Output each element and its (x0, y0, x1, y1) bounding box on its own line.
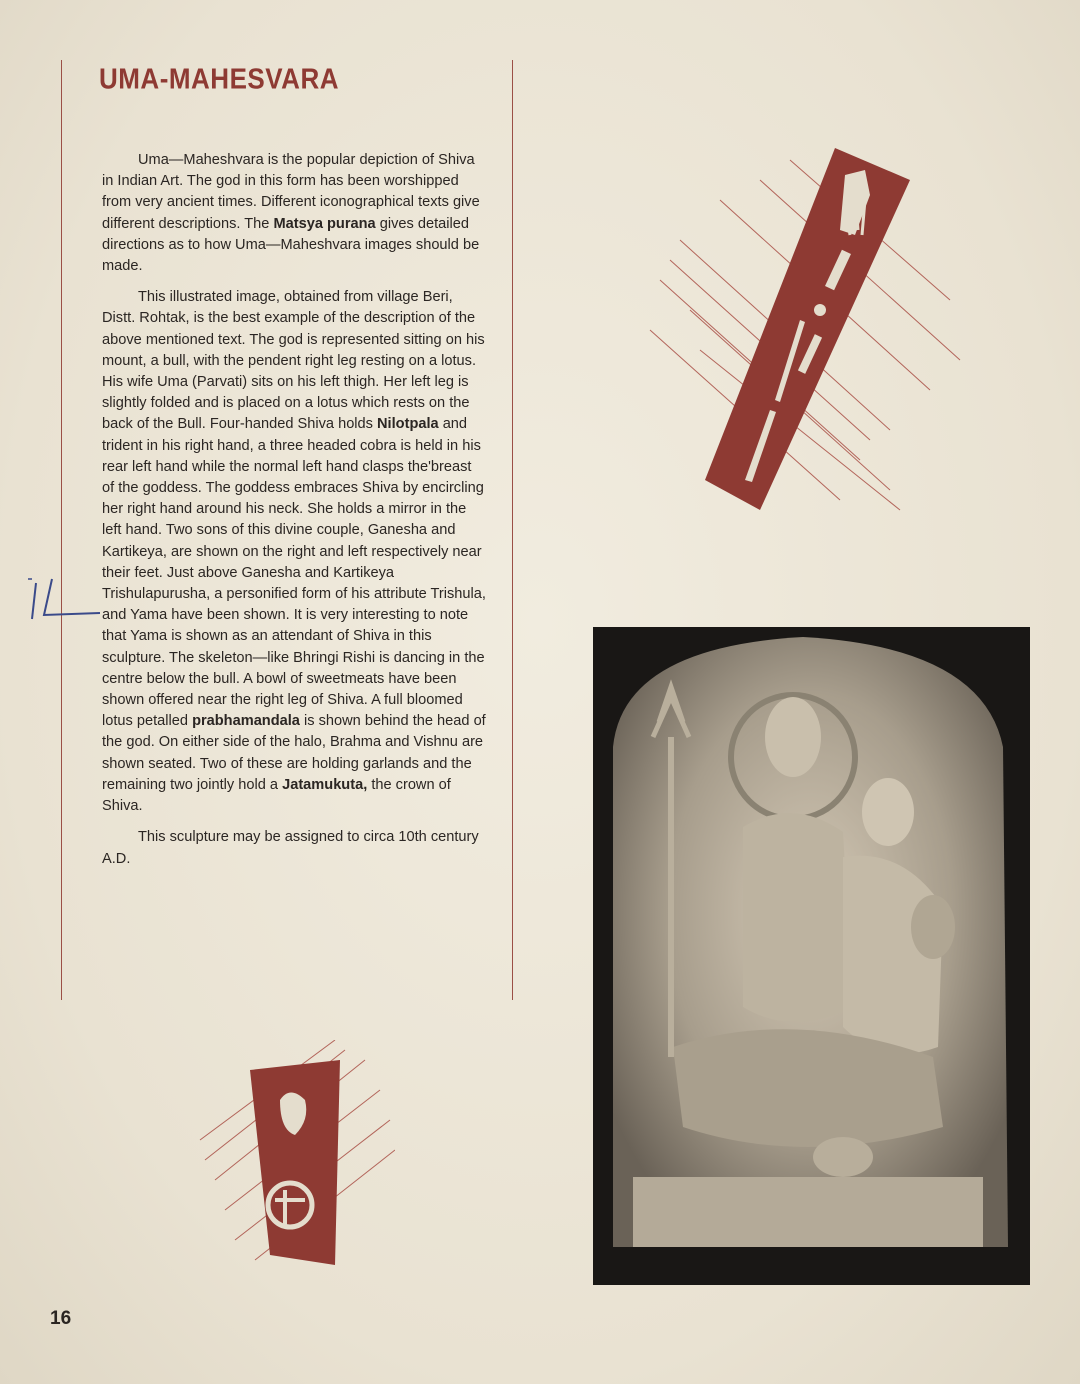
pen-annotation-mark (22, 575, 102, 625)
trident-illustration (640, 140, 970, 520)
ganesha-illustration (195, 1040, 395, 1270)
page-title: UMA-MAHESVARA (99, 62, 340, 95)
term-jatamukuta: Jatamukuta, (282, 776, 368, 793)
paragraph-3: This sculpture may be assigned to circa 10th century A.D. (102, 829, 479, 867)
right-column-rule (512, 60, 513, 1000)
paragraph-1: Uma—Maheshvara is the popular depiction of Shiva in Indian Art. The god in this form has been worshipped from very ancient times. Different iconographical texts give different descriptions. The Matsya purana gives detailed directions as to how Uma—Maheshvara images should be made. (102, 152, 480, 275)
article-body (102, 150, 486, 880)
term-matsya-purana: Matsya purana (273, 215, 376, 232)
sculpture-photograph (593, 627, 1030, 1285)
paragraph-2: This illustrated image, obtained from village Beri, Distt. Rohtak, is the best example of the description of the above mentioned text. The god is represented sitting on his mount, a bull, with the pendent right leg resting on a lotus. His wife Uma (Parvati) sits on his left thigh. Her left leg is slightly folded and is placed on a lotus which rests on the back of the Bull. Four-handed Shiva holds Nilotpala and trident in his right hand, a three headed cobra is held in his rear left hand while the normal left hand clasps the'breast of the goddess. The goddess embraces Shiva by encircling her right hand around his neck. She holds a mirror in the left hand. Two sons of this divine couple, Ganesha and Kartikeya, are shown on the right and left respectively near their feet. Just above Ganesha and Kartikeya Trishulapurusha, a personified form of his attribute Trishula, and Yama have been shown. It is very interesting to note that Yama is shown as an attendant of Shiva in this sculpture. The skeleton—like Bhringi Rishi is dancing in the centre below the bull. A bowl of sweetmeats have been shown offered near the right leg of Shiva. A full bloomed lotus petalled prabhamandala is shown behind the head of the god. On either side of the halo, Brahma and Vishnu are shown seated. Two of these are holding garlands and the remaining two jointly hold a Jatamukuta, the crown of Shiva. (102, 289, 486, 815)
page-number: 16 (50, 1308, 72, 1329)
term-nilotpala: Nilotpala (377, 416, 439, 433)
term-prabhamandala: prabhamandala (192, 713, 300, 730)
left-column-rule (61, 60, 62, 1000)
